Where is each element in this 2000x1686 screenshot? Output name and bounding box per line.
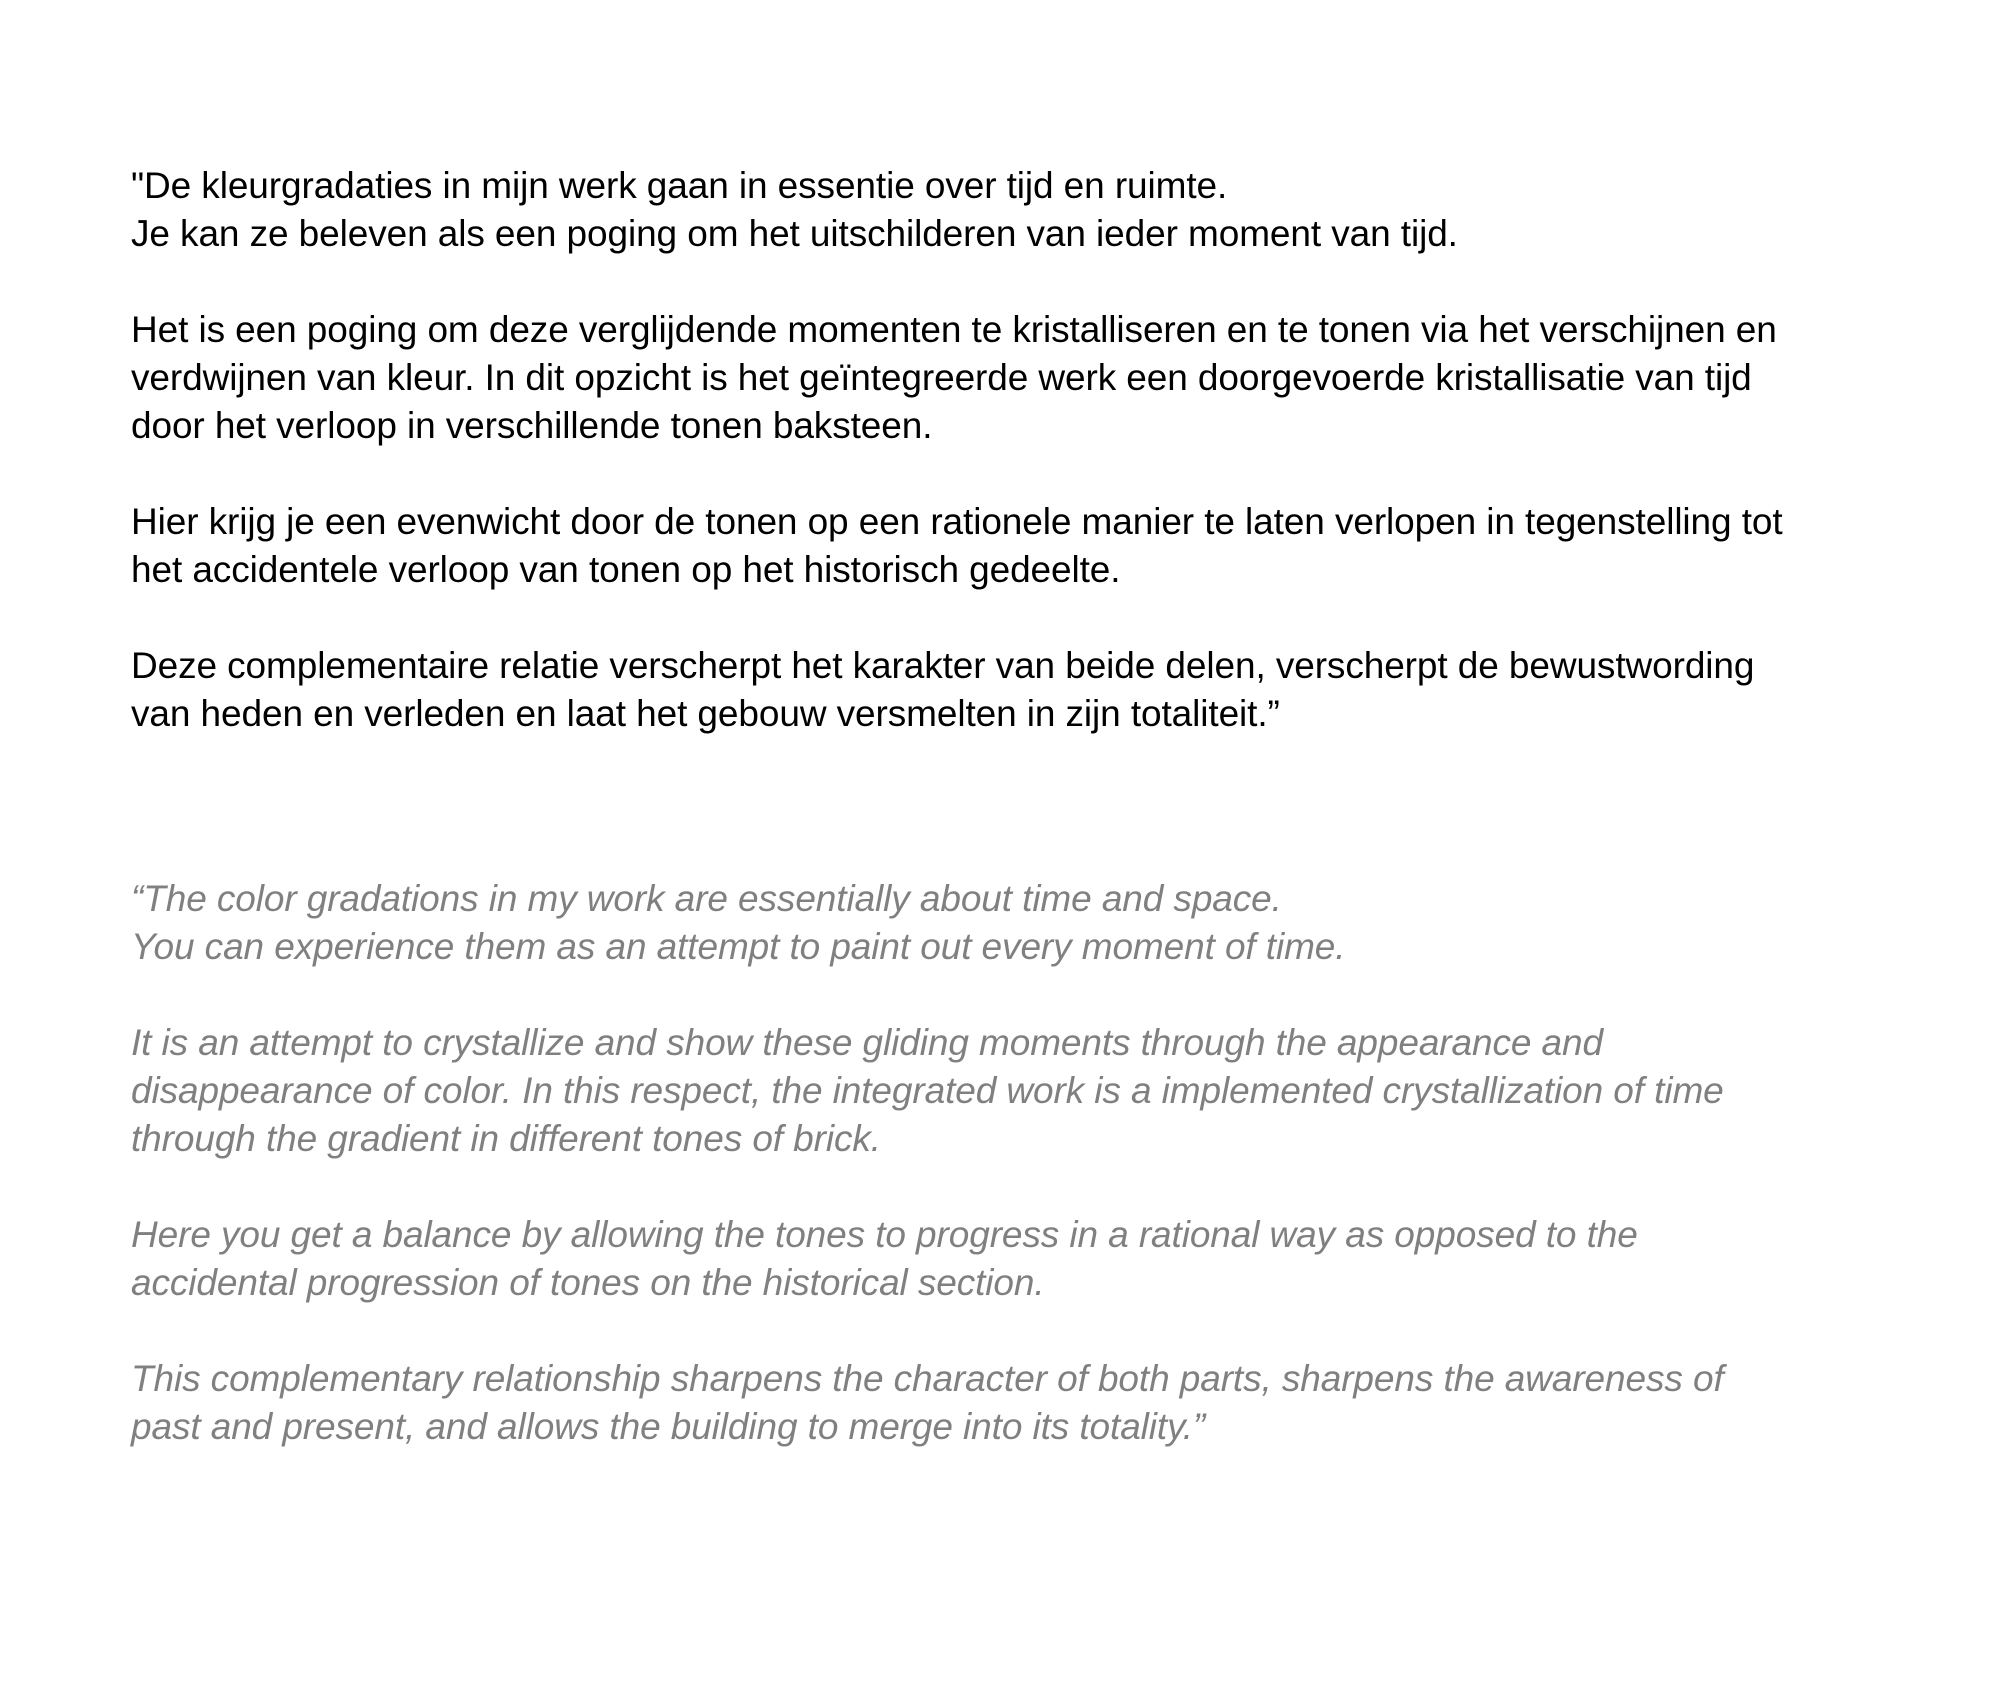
english-paragraph-2	[131, 1019, 1981, 1163]
english-line: “The color gradations in my work are essentially about time and space.	[131, 878, 1282, 919]
english-line: disappearance of color. In this respect, the integrated work is a implemented crystallization of time	[131, 1070, 1724, 1111]
english-line: This complementary relationship sharpens the character of both parts, sharpens the awareness of	[131, 1358, 1724, 1399]
english-line: Here you get a balance by allowing the tones to progress in a rational way as opposed to the	[131, 1214, 1638, 1255]
dutch-line: van heden en verleden en laat het gebouw versmelten in zijn totaliteit.”	[131, 693, 1280, 734]
english-quote	[131, 875, 1981, 1451]
english-paragraph-4	[131, 1355, 1981, 1451]
english-line: past and present, and allows the building to merge into its totality.”	[131, 1406, 1206, 1447]
english-line: through the gradient in different tones of brick.	[131, 1118, 881, 1159]
english-line: accidental progression of tones on the historical section.	[131, 1262, 1045, 1303]
dutch-line: Je kan ze beleven als een poging om het uitschilderen van ieder moment van tijd.	[131, 213, 1458, 254]
dutch-line: Deze complementaire relatie verscherpt het karakter van beide delen, verscherpt de bewustwording	[131, 645, 1755, 686]
dutch-paragraph-1	[131, 162, 1981, 258]
dutch-paragraph-2	[131, 306, 1981, 450]
dutch-line: door het verloop in verschillende tonen baksteen.	[131, 405, 933, 446]
english-paragraph-1	[131, 875, 1981, 971]
dutch-line: Hier krijg je een evenwicht door de tonen op een rationele manier te laten verlopen in tegenstelling tot	[131, 501, 1783, 542]
english-line: You can experience them as an attempt to paint out every moment of time.	[131, 926, 1346, 967]
dutch-quote	[131, 162, 1981, 738]
dutch-paragraph-4	[131, 642, 1981, 738]
dutch-line: "De kleurgradaties in mijn werk gaan in essentie over tijd en ruimte.	[131, 165, 1228, 206]
dutch-line: verdwijnen van kleur. In dit opzicht is het geïntegreerde werk een doorgevoerde kristallisatie van tijd	[131, 357, 1752, 398]
dutch-line: Het is een poging om deze verglijdende momenten te kristalliseren en te tonen via het verschijnen en	[131, 309, 1777, 350]
dutch-paragraph-3	[131, 498, 1981, 594]
english-paragraph-3	[131, 1211, 1981, 1307]
dutch-line: het accidentele verloop van tonen op het historisch gedeelte.	[131, 549, 1121, 590]
english-line: It is an attempt to crystallize and show these gliding moments through the appearance and	[131, 1022, 1603, 1063]
